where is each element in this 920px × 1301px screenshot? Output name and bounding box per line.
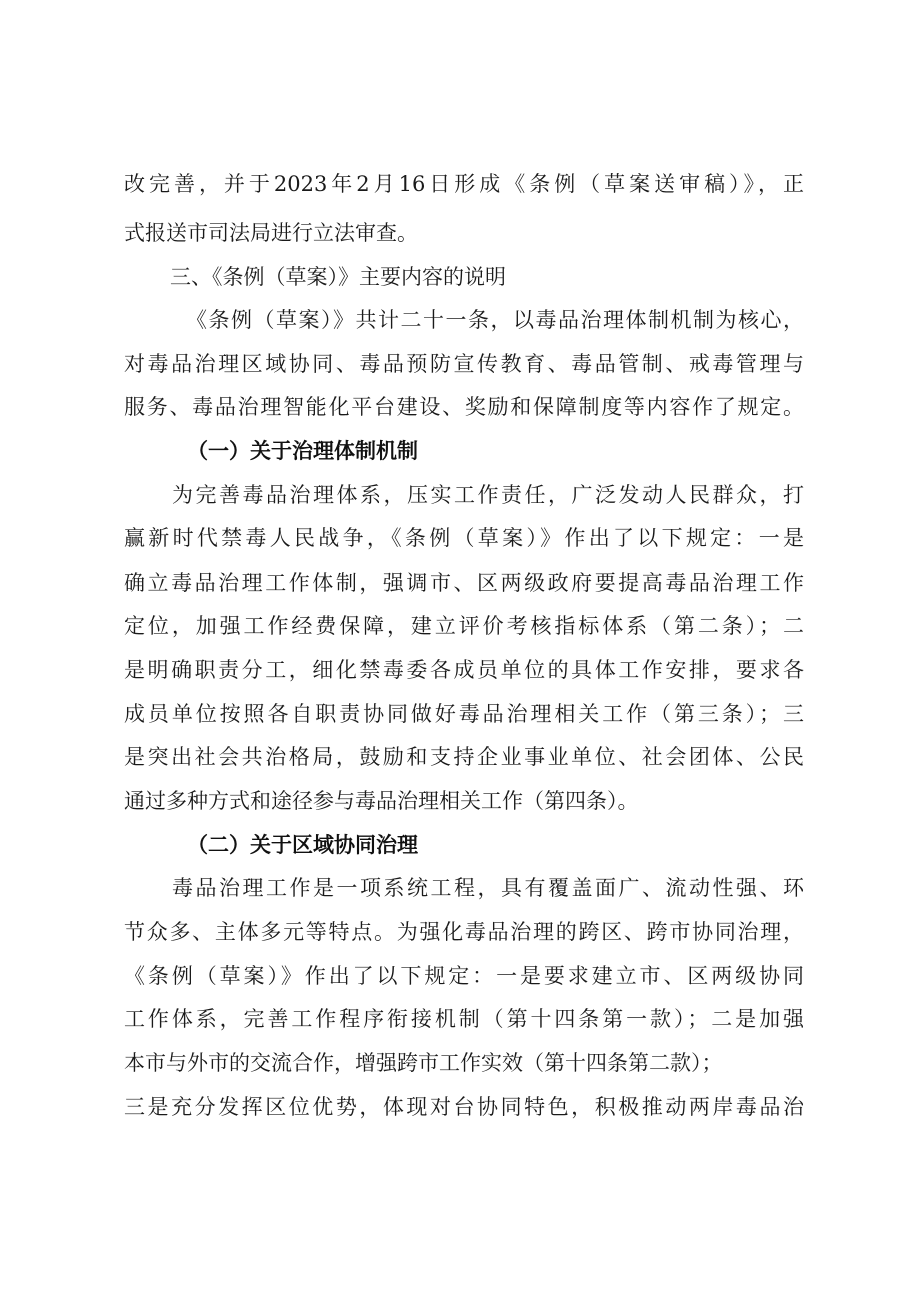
paragraph-line: 《条例（草案）》作出了以下规定：一是要求建立市、区两级协同 [124, 964, 804, 988]
paragraph-line: 赢新时代禁毒人民战争，《条例（草案）》作出了以下规定：一是 [124, 526, 804, 550]
paragraph-line: 三是充分发挥区位优势，体现对台协同特色，积极推动两岸毒品治 [124, 1095, 804, 1119]
paragraph-line: 服务、毒品治理智能化平台建设、奖励和保障制度等内容作了规定。 [124, 395, 804, 419]
subsection-heading: （一）关于治理体制机制 [187, 439, 418, 463]
section-heading: 三、《条例（草案）》主要内容的说明 [170, 265, 506, 289]
paragraph-line: 本市与外市的交流合作，增强跨市工作实效（第十四条第二款）； [124, 1051, 723, 1075]
paragraph-line: 是突出社会共治格局，鼓励和支持企业事业单位、社会团体、公民 [124, 745, 804, 769]
paragraph-line: 《条例（草案）》共计二十一条，以毒品治理体制机制为核心， [186, 308, 804, 332]
paragraph-line: 确立毒品治理工作体制，强调市、区两级政府要提高毒品治理工作 [124, 571, 804, 595]
paragraph-line: 是明确职责分工，细化禁毒委各成员单位的具体工作安排，要求各 [124, 658, 804, 682]
paragraph-line: 改完善，并于2023年2月16日形成《条例（草案送审稿）》，正 [124, 172, 804, 196]
paragraph-line: 对毒品治理区域协同、毒品预防宣传教育、毒品管制、戒毒管理与 [124, 352, 804, 376]
paragraph-line: 节众多、主体多元等特点。为强化毒品治理的跨区、跨市协同治理， [124, 920, 804, 944]
paragraph-line: 定位，加强工作经费保障，建立评价考核指标体系（第二条）；二 [124, 614, 804, 638]
subsection-heading: （二）关于区域协同治理 [187, 833, 418, 857]
paragraph-line: 通过多种方式和途径参与毒品治理相关工作（第四条）。 [124, 789, 639, 813]
paragraph-line: 为完善毒品治理体系，压实工作责任，广泛发动人民群众，打 [172, 483, 804, 507]
paragraph-line: 工作体系，完善工作程序衔接机制（第十四条第一款）；二是加强 [124, 1007, 804, 1031]
paragraph-line: 式报送市司法局进行立法审查。 [124, 221, 418, 245]
paragraph-line: 毒品治理工作是一项系统工程，具有覆盖面广、流动性强、环 [172, 876, 804, 900]
paragraph-line: 成员单位按照各自职责协同做好毒品治理相关工作（第三条）；三 [124, 702, 804, 726]
